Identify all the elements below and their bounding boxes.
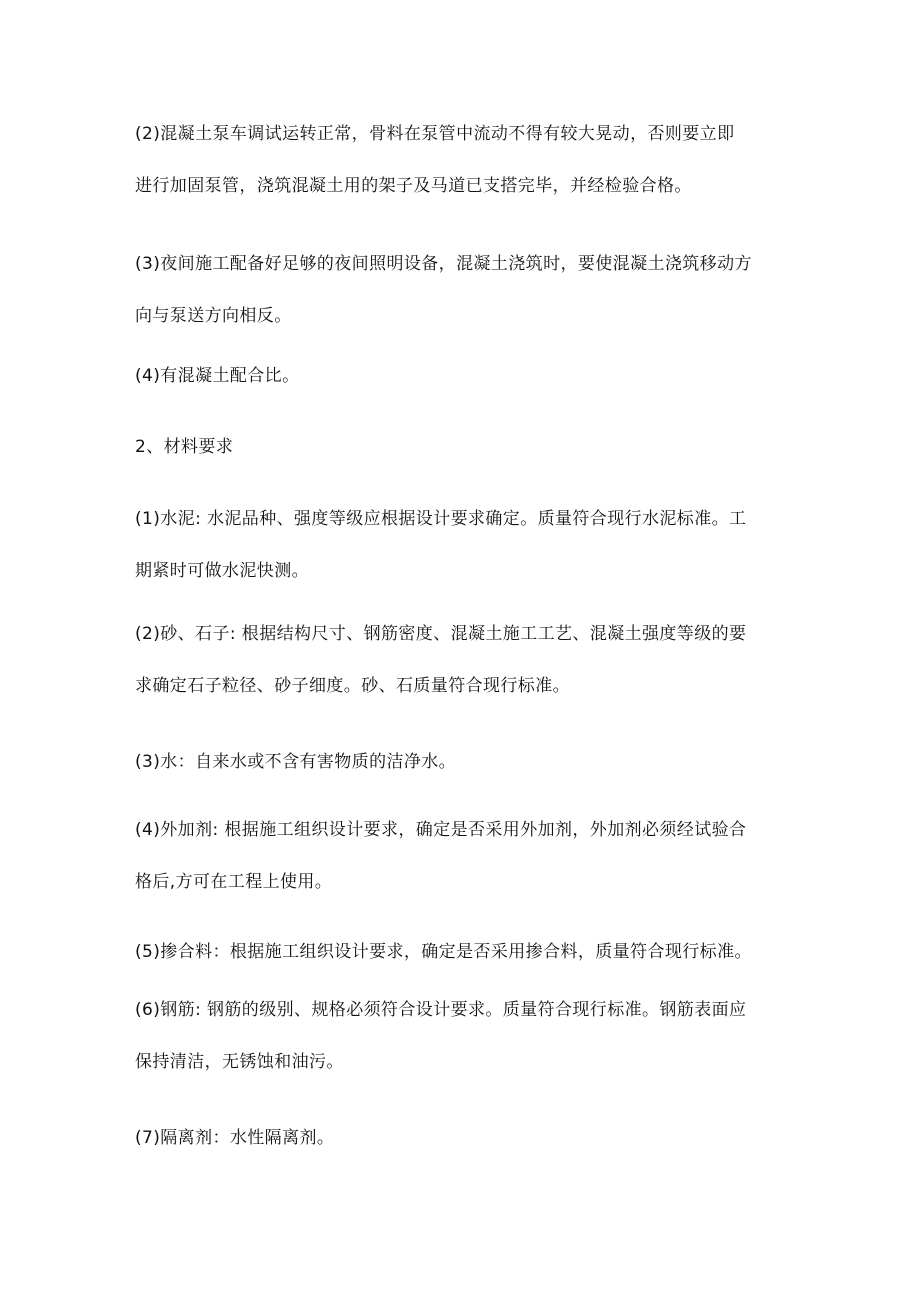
text-line: (2)砂、石子: 根据结构尺寸、钢筋密度、混凝土施工工艺、混凝土强度等级的要 bbox=[135, 624, 747, 644]
paragraph-night-lighting bbox=[135, 238, 800, 342]
text-line: 进行加固泵管，浇筑混凝土用的架子及马道已支搭完毕，并经检验合格。 bbox=[135, 176, 692, 196]
text-line: (7)隔离剂：水性隔离剂。 bbox=[135, 1128, 335, 1148]
text-line: (1)水泥: 水泥品种、强度等级应根据设计要求确定。质量符合现行水泥标准。工 bbox=[135, 509, 747, 529]
paragraph-admixture bbox=[135, 804, 800, 908]
text-line: (4)外加剂: 根据施工组织设计要求，确定是否采用外加剂，外加剂必须经试验合 bbox=[135, 820, 747, 840]
text-line: (3)夜间施工配备好足够的夜间照明设备，混凝土浇筑时，要使混凝土浇筑移动方 bbox=[135, 254, 752, 274]
text-line: (5)掺合料：根据施工组织设计要求，确定是否采用掺合料，质量符合现行标准。 bbox=[135, 942, 752, 962]
text-line: 格后,方可在工程上使用。 bbox=[135, 872, 333, 892]
paragraph-rebar bbox=[135, 984, 800, 1088]
text-line: 求确定石子粒径、砂子细度。砂、石质量符合现行标准。 bbox=[135, 676, 570, 696]
text-line: 向与泵送方向相反。 bbox=[135, 306, 292, 326]
paragraph-release-agent bbox=[135, 1112, 800, 1164]
text-line: (2)混凝土泵车调试运转正常，骨料在泵管中流动不得有较大晃动，否则要立即 bbox=[135, 124, 735, 144]
text-line: 保持清洁，无锈蚀和油污。 bbox=[135, 1052, 344, 1072]
section-heading: 2、材料要求 bbox=[135, 437, 234, 457]
text-line: (3)水：自来水或不含有害物质的洁净水。 bbox=[135, 752, 457, 772]
text-line: (6)钢筋: 钢筋的级别、规格必须符合设计要求。质量符合现行标准。钢筋表面应 bbox=[135, 1000, 747, 1020]
text-line: (4)有混凝土配合比。 bbox=[135, 366, 300, 386]
text-line: 期紧时可做水泥快测。 bbox=[135, 561, 309, 581]
paragraph-cement bbox=[135, 493, 800, 597]
section-heading-material-requirements bbox=[135, 421, 800, 473]
paragraph-blending-material bbox=[135, 926, 800, 978]
paragraph-mix-ratio bbox=[135, 350, 800, 402]
paragraph-pump-truck-check bbox=[135, 108, 800, 212]
paragraph-water bbox=[135, 736, 800, 788]
paragraph-sand-stone bbox=[135, 608, 800, 712]
